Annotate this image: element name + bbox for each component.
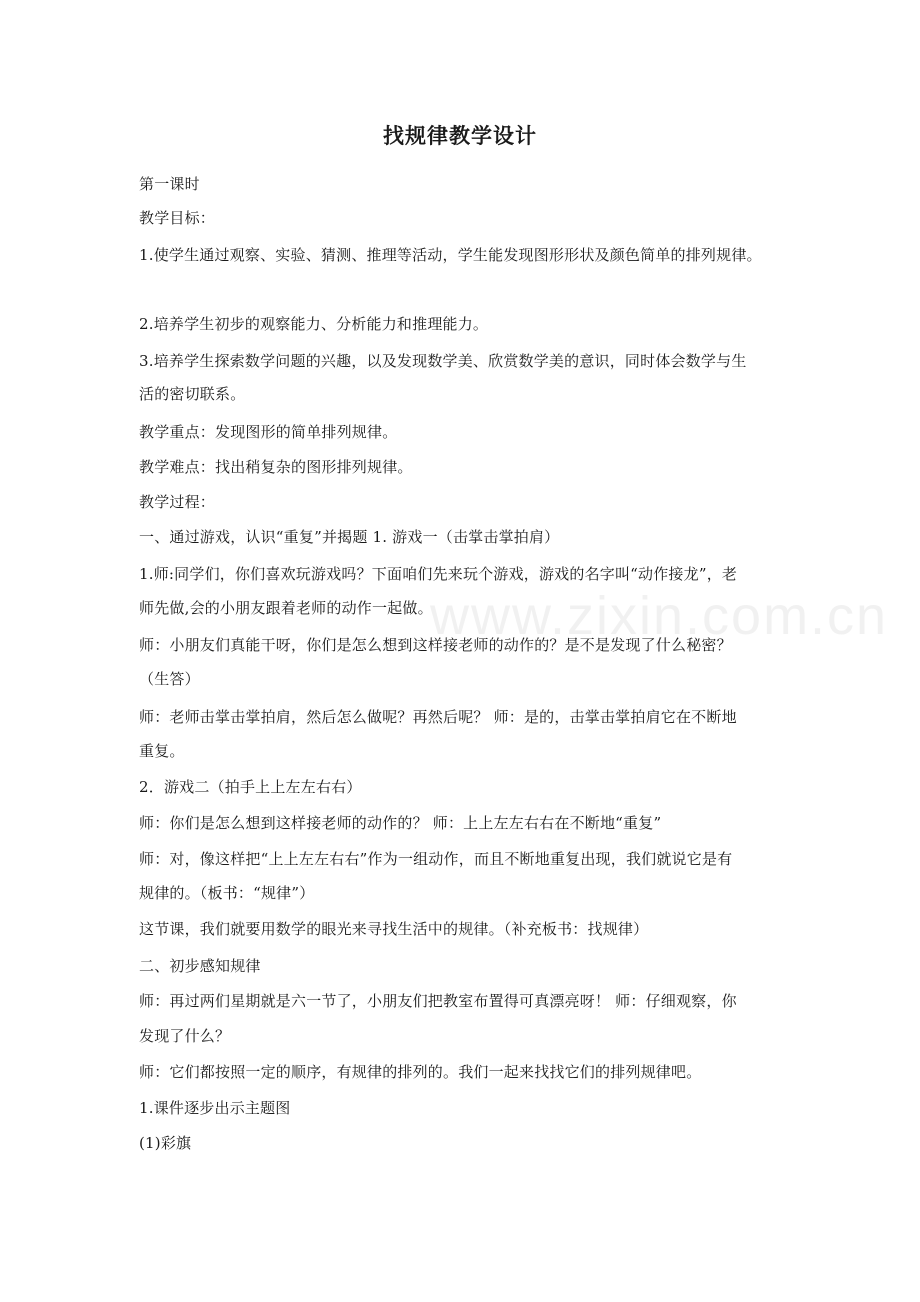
- text-line: (1)彩旗: [139, 1134, 192, 1152]
- text-line: 1.师:同学们，你们喜欢玩游戏吗？下面咱们先来玩个游戏，游戏的名字叫“动作接龙”，老: [139, 565, 738, 583]
- text-line: 教学过程：: [139, 493, 216, 511]
- text-line: 师：再过两们星期就是六一节了，小朋友们把教室布置得可真漂亮呀！ 师：仔细观察，你: [139, 992, 737, 1010]
- text-line: 师：小朋友们真能干呀，你们是怎么想到这样接老师的动作的？是不是发现了什么秘密？: [139, 636, 732, 654]
- text-line: 1.课件逐步出示主题图: [139, 1099, 291, 1117]
- text-line: 2.培养学生初步的观察能力、分析能力和推理能力。: [139, 315, 489, 333]
- text-line: （生答）: [139, 670, 200, 688]
- text-line: 师：老师击掌击掌拍肩，然后怎么做呢？再然后呢？ 师：是的，击掌击掌拍肩它在不断地: [139, 708, 737, 726]
- text-line: 重复。: [139, 742, 185, 760]
- text-line: 教学目标：: [139, 209, 216, 227]
- text-line: 1.使学生通过观察、实验、猜测、推理等活动，学生能发现图形形状及颜色简单的排列规律。: [139, 246, 762, 264]
- text-line: 2．游戏二（拍手上上左左右右）: [139, 778, 362, 796]
- text-line: 师：你们是怎么想到这样接老师的动作的？ 师：上上左左右右在不断地“重复”: [139, 814, 662, 832]
- text-line: 第一课时: [139, 175, 200, 193]
- text-line: 发现了什么？: [139, 1027, 231, 1045]
- text-line: 规律的。（板书：“规律”）: [139, 884, 315, 902]
- text-line: 师：对，像这样把“上上左左右右”作为一组动作，而且不断地重复出现，我们就说它是有: [139, 850, 733, 868]
- text-line: 活的密切联系。: [139, 385, 246, 403]
- text-line: 一、通过游戏，认识“重复”并揭题 1. 游戏一（击掌击掌拍肩）: [139, 528, 560, 546]
- text-line: 这节课，我们就要用数学的眼光来寻找生活中的规律。（补充板书：找规律）: [139, 920, 649, 938]
- text-line: 教学难点：找出稍复杂的图形排列规律。: [139, 458, 413, 476]
- text-line: 师先做,会的小朋友跟着老师的动作一起做。: [139, 599, 433, 617]
- text-line: 3.培养学生探索数学问题的兴趣，以及发现数学美、欣赏数学美的意识，同时体会数学与生: [139, 352, 747, 370]
- text-line: 二、初步感知规律: [139, 957, 261, 975]
- watermark: www.zixin.com.cn: [430, 586, 889, 646]
- document-title: 找规律教学设计: [383, 124, 537, 148]
- text-line: 师：它们都按照一定的顺序，有规律的排列的。我们一起来找找它们的排列规律吧。: [139, 1063, 702, 1081]
- text-line: 教学重点：发现图形的简单排列规律。: [139, 423, 398, 441]
